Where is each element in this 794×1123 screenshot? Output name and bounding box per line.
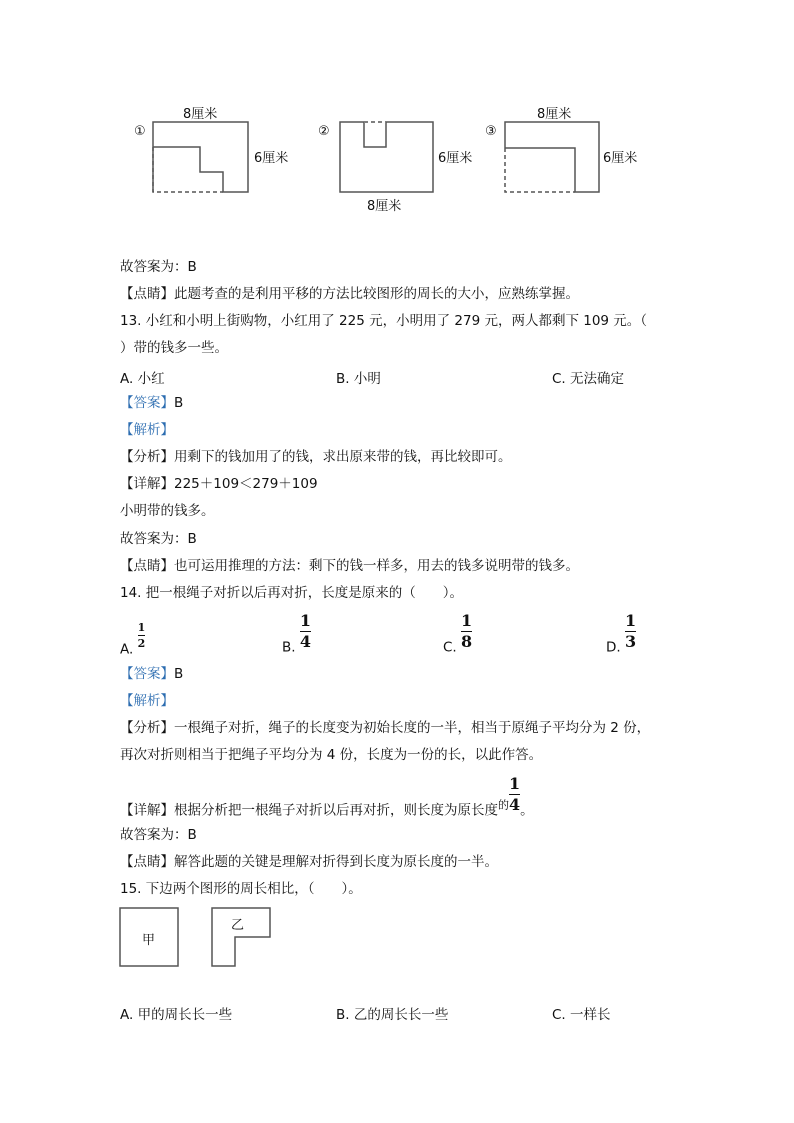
comment-line: 【点睛】此题考查的是利用平移的方法比较图形的周长的大小，应熟练掌握。 — [120, 286, 579, 302]
comment-14: 【点睛】解答此题的关键是理解对折得到长度为原长度的一半。 — [120, 854, 498, 870]
figure-1-dashed — [153, 147, 223, 192]
answer-line: 故答案为：B — [120, 259, 197, 275]
analysis-13: 【分析】用剩下的钱加用了的钱，求出原来带的钱，再比较即可。 — [120, 449, 512, 465]
detail-13: 【详解】225＋109＜279＋109 — [120, 476, 318, 492]
option-b: B. 小明 — [336, 371, 381, 387]
answer-line-13: 故答案为：B — [120, 531, 197, 547]
analysis-14: 【分析】一根绳子对折，绳子的长度变为初始长度的一半，相当于原绳子平均分为 2 份， — [120, 720, 651, 736]
analysis-tag-14: 【解析】 — [120, 693, 174, 709]
fig2-side-label: 6厘米 — [438, 151, 473, 166]
fig1-top-label: 8厘米 — [183, 107, 218, 122]
figure-1 — [153, 122, 248, 192]
q15-option-c: C. 一样长 — [552, 1007, 611, 1023]
analysis-tag: 【解析】 — [120, 422, 174, 438]
comment-13: 【点睛】也可运用推理的方法：剩下的钱一样多，用去的钱多说明带的钱多。 — [120, 558, 579, 574]
q15-option-a: A. 甲的周长长一些 — [120, 1007, 233, 1023]
option-a: A. 小红 — [120, 371, 165, 387]
shape-yi-label: 乙 — [231, 918, 245, 933]
q14-option-a: A. $\frac{1}{2}$ — [120, 621, 146, 658]
figure-3 — [505, 122, 599, 192]
fig3-side-label: 6厘米 — [603, 151, 638, 166]
question-13-cont: ）带的钱多一些。 — [120, 340, 228, 356]
detail-13-cont: 小明带的钱多。 — [120, 503, 215, 519]
fig2-number: ② — [318, 124, 330, 139]
answer-14: 【答案】B — [120, 666, 184, 682]
figure-3-dashed — [505, 148, 575, 192]
analysis-14-cont: 再次对折则相当于把绳子平均分为 4 份，长度为一份的长，以此作答。 — [120, 747, 543, 763]
fig1-side-label: 6厘米 — [254, 151, 289, 166]
question-13: 13. 小红和小明上街购物，小红用了 225 元，小明用了 279 元，两人都剩下 109 元。（ — [120, 313, 648, 329]
answer-line-14: 故答案为：B — [120, 827, 197, 843]
shape-jia-label: 甲 — [142, 933, 156, 948]
question-15: 15. 下边两个图形的周长相比，（ ）。 — [120, 881, 362, 897]
fig1-number: ① — [134, 124, 146, 139]
detail-14: 【详解】根据分析把一根绳子对折以后再对折，则长度为原长度$_的$ $\frac{1}{4}$ 。 — [120, 774, 534, 819]
q14-option-c: C. $\frac{1}{8}$ — [443, 611, 473, 656]
answer-13: 【答案】B — [120, 395, 184, 411]
fig2-bottom-label: 8厘米 — [367, 199, 402, 214]
fig3-top-label: 8厘米 — [537, 107, 572, 122]
question-14: 14. 把一根绳子对折以后再对折，长度是原来的（ ）。 — [120, 585, 464, 601]
option-c: C. 无法确定 — [552, 371, 625, 387]
q14-option-b: B. $\frac{1}{4}$ — [282, 611, 311, 656]
q14-option-d: D. $\frac{1}{3}$ — [606, 611, 637, 656]
q15-option-b: B. 乙的周长长一些 — [336, 1007, 449, 1023]
figure-2 — [340, 122, 433, 192]
fig3-number: ③ — [485, 124, 497, 139]
